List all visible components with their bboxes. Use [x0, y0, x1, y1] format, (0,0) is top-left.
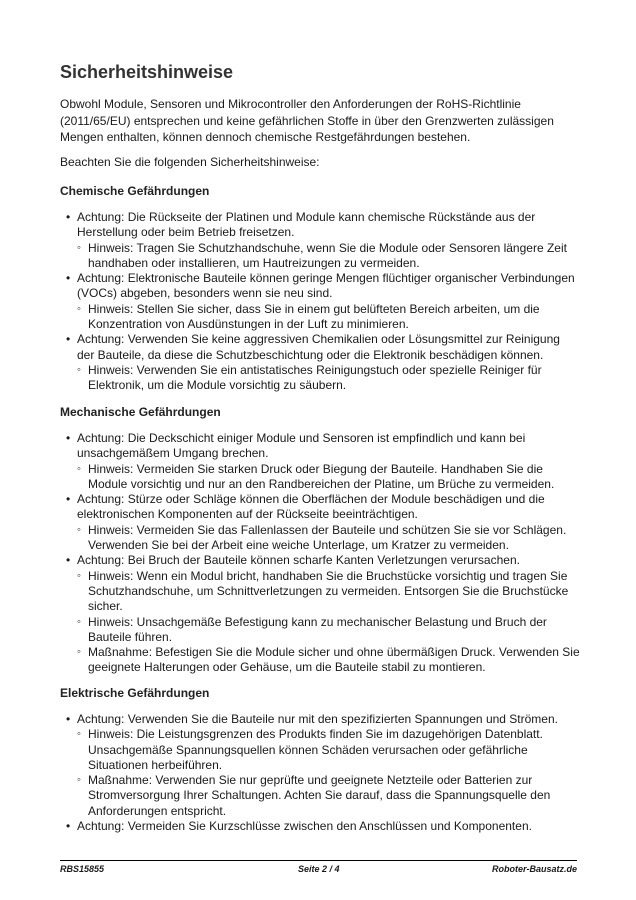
sub-list-item: ◦ Maßnahme: Verwenden Sie nur geprüfte und geeignete Netzteile oder Batterien zur Stromversorgung Ihrer Schaltungen. Achten Sie darauf, dass die Spannungsquelle den Anforderungen entspricht.: [77, 773, 580, 819]
section-heading-electrical: Elektrische Gefährdungen: [60, 686, 210, 700]
list-item: • Achtung: Stürze oder Schläge können die Oberflächen der Module beschädigen und die elektronischen Komponenten auf der Rückseite beeinträchtigen. ◦ Hinweis: Vermeiden Sie das Fallenlassen der Bauteile und schützen Sie sie vor Schlägen. Verwenden Sie bei der Arbeit eine weiche Unterlage, um Kratzer zu vermeiden.: [60, 492, 580, 553]
footer-divider: [60, 860, 577, 861]
sub-list-item: ◦ Hinweis: Wenn ein Modul bricht, handhaben Sie die Bruchstücke vorsichtig und tragen Sie Schutzhandschuhe, um Schnittverletzungen zu vermeiden. Entsorgen Sie die Bruchstücke sicher.: [77, 569, 580, 615]
footer-article-number: RBS15855: [60, 864, 105, 874]
sub-list-item: ◦ Hinweis: Unsachgemäße Befestigung kann zu mechanischer Belastung und Bruch der Bauteile führen.: [77, 615, 580, 646]
sub-list-item: ◦ Hinweis: Tragen Sie Schutzhandschuhe, wenn Sie die Module oder Sensoren längere Zeit handhaben oder installieren, um Hautreizungen zu vermeiden.: [77, 241, 580, 272]
sub-list-item: ◦ Hinweis: Verwenden Sie ein antistatisches Reinigungstuch oder spezielle Reiniger für Elektronik, um die Module vorsichtig zu säubern.: [77, 363, 580, 394]
section-mechanical: [60, 431, 580, 676]
sub-list-item: ◦ Hinweis: Stellen Sie sicher, dass Sie in einem gut belüfteten Bereich arbeiten, um die Konzentration von Ausdünstungen in der Luft zu minimieren.: [77, 302, 580, 333]
list-item: • Achtung: Die Rückseite der Platinen und Module kann chemische Rückstände aus der Herstellung oder beim Betrieb freisetzen. ◦ Hinweis: Tragen Sie Schutzhandschuhe, wenn Sie die Module oder Sensoren längere Zeit handhaben oder installieren, um Hautreizungen zu vermeiden.: [60, 210, 580, 271]
footer-website: Roboter-Bausatz.de: [491, 864, 577, 874]
section-heading-chemical: Chemische Gefährdungen: [60, 184, 210, 198]
list-item: • Achtung: Die Deckschicht einiger Module und Sensoren ist empfindlich und kann bei unsachgemäßem Umgang brechen. ◦ Hinweis: Vermeiden Sie starken Druck oder Biegung der Bauteile. Handhaben Sie die Module vorsichtig und nur an den Randbereichen der Platine, um Brüche zu vermeiden.: [60, 431, 580, 492]
intro-paragraph: Obwohl Module, Sensoren und Mikrocontroller den Anforderungen der RoHS-Richtlinie (2011/65/EU) entsprechen und keine gefährlichen Stoffe in über den Grenzwerten zulässigen Mengen enthalten, können dennoch chemische Restgefährdungen bestehen.: [60, 97, 554, 144]
list-item: • Achtung: Bei Bruch der Bauteile können scharfe Kanten Verletzungen verursachen. ◦ Hinweis: Wenn ein Modul bricht, handhaben Sie die Bruchstücke vorsichtig und tragen Sie Schutzhandschuhe, um Schnittverletzungen zu vermeiden. Entsorgen Sie die Bruchstücke sicher. ◦ Hinweis: Unsachgemäße Befestigung kann zu mechanischer Belastung und Bruch der Bauteile führen. ◦ Maßnahme: Befestigen Sie die Module sicher und ohne übermäßigen Druck. Verwenden Sie geeignete Halterungen oder Gehäuse, um die Bauteile stabil zu montieren.: [60, 553, 580, 675]
list-item: • Achtung: Verwenden Sie die Bauteile nur mit den spezifizierten Spannungen und Strömen. ◦ Hinweis: Die Leistungsgrenzen des Produkts finden Sie im dazugehörigen Datenblatt. Unsachgemäße Spannungsquellen können Schäden verursachen oder gefährliche Situationen herbeiführen. ◦ Maßnahme: Verwenden Sie nur geprüfte und geeignete Netzteile oder Batterien zur Stromversorgung Ihrer Schaltungen. Achten Sie darauf, dass die Spannungsquelle den Anforderungen entspricht.: [60, 712, 580, 819]
footer-page-number: Seite 2 / 4: [298, 864, 340, 874]
sub-list-item: ◦ Hinweis: Vermeiden Sie das Fallenlassen der Bauteile und schützen Sie sie vor Schlägen. Verwenden Sie bei der Arbeit eine weiche Unterlage, um Kratzer zu vermeiden.: [77, 523, 580, 554]
section-heading-mechanical: Mechanische Gefährdungen: [60, 405, 221, 419]
lead-paragraph: Beachten Sie die folgenden Sicherheitshinweise:: [60, 155, 320, 169]
sub-list-item: ◦ Maßnahme: Befestigen Sie die Module sicher und ohne übermäßigen Druck. Verwenden Sie geeignete Halterungen oder Gehäuse, um die Bauteile stabil zu montieren.: [77, 645, 580, 676]
section-electrical: [60, 712, 580, 834]
list-item: • Achtung: Vermeiden Sie Kurzschlüsse zwischen den Anschlüssen und Komponenten.: [60, 819, 580, 834]
section-chemical: [60, 210, 580, 394]
list-item: • Achtung: Elektronische Bauteile können geringe Mengen flüchtiger organischer Verbindungen (VOCs) abgeben, besonders wenn sie neu sind. ◦ Hinweis: Stellen Sie sicher, dass Sie in einem gut belüfteten Bereich arbeiten, um die Konzentration von Ausdünstungen in der Luft zu minimieren.: [60, 271, 580, 332]
sub-list-item: ◦ Hinweis: Vermeiden Sie starken Druck oder Biegung der Bauteile. Handhaben Sie die Module vorsichtig und nur an den Randbereichen der Platine, um Brüche zu vermeiden.: [77, 462, 580, 493]
list-item: • Achtung: Verwenden Sie keine aggressiven Chemikalien oder Lösungsmittel zur Reinigung der Bauteile, da diese die Schutzbeschichtung oder die Elektronik beschädigen können. ◦ Hinweis: Verwenden Sie ein antistatisches Reinigungstuch oder spezielle Reiniger für Elektronik, um die Module vorsichtig zu säubern.: [60, 332, 580, 393]
sub-list-item: ◦ Hinweis: Die Leistungsgrenzen des Produkts finden Sie im dazugehörigen Datenblatt. Unsachgemäße Spannungsquellen können Schäden verursachen oder gefährliche Situationen herbeiführen.: [77, 727, 580, 773]
page-title: Sicherheitshinweise: [60, 62, 234, 82]
